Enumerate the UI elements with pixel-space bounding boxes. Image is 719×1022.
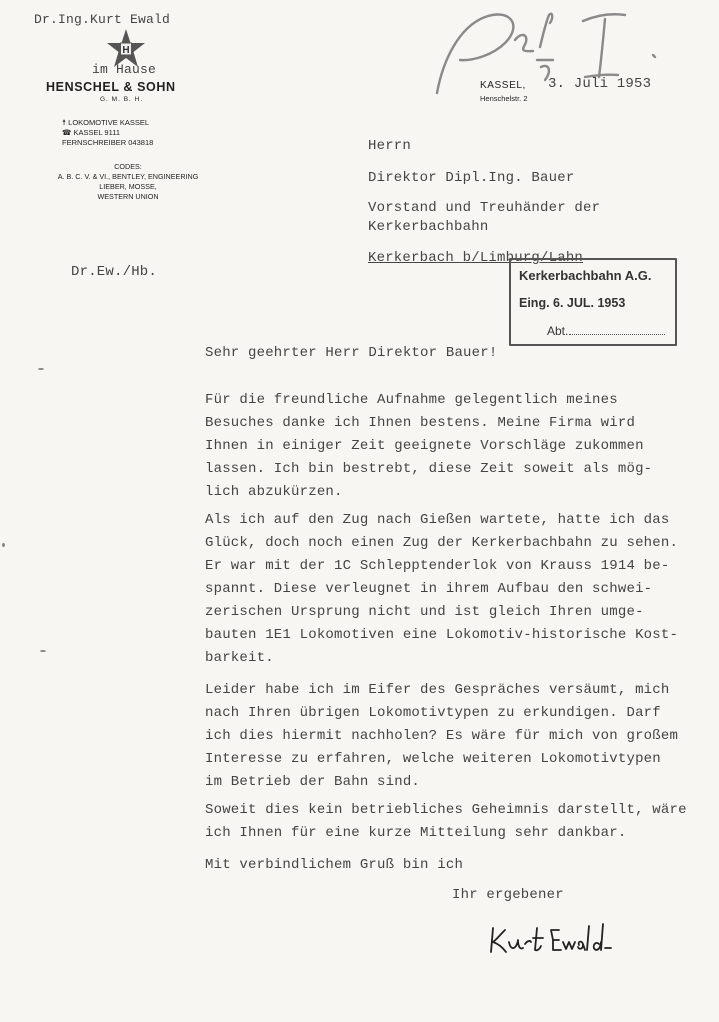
paragraph-line: lassen. Ich bin bestrebt, diese Zeit soweit als mög- (205, 461, 653, 477)
phone-icon: ☎ (62, 128, 74, 137)
im-hause-note: im Hause (92, 62, 157, 77)
recipient-name: Direktor Dipl.Ing. Bauer (368, 170, 575, 186)
paragraph-line: Ihnen in einiger Zeit geeignete Vorschläge zukommen (205, 438, 644, 454)
telex-line: FERNSCHREIBER 043818 (62, 138, 154, 147)
paragraph-line: zerischen Ursprung nicht und ist gleich Ihren umge- (205, 604, 644, 620)
stamp-dotted-line (569, 334, 665, 335)
paragraph-line: Leider habe ich im Eifer des Gespräches versäumt, mich (205, 682, 670, 698)
recipient-place: Kerkerbach b/Limburg/Lahn (368, 250, 584, 266)
paragraph-line: Als ich auf den Zug nach Gießen wartete, hatte ich das (205, 512, 670, 528)
paper-speck (2, 543, 5, 547)
letter-date: 3. Juli 1953 (548, 76, 652, 92)
paragraph-line: Besuches danke ich Ihnen bestens. Meine Firma wird (205, 415, 636, 431)
paper-speck (40, 650, 46, 652)
recipient-salutation: Herrn (368, 138, 412, 154)
telegraph-codes (48, 162, 208, 202)
paragraph-line: Er war mit der 1C Schlepptenderlok von Krauss 1914 be- (205, 558, 670, 574)
paragraph-line: Soweit dies kein betriebliches Geheimnis darstellt, wäre (205, 802, 687, 818)
company-legal-form: G. M. B. H. (100, 96, 144, 103)
sender-name: Dr.Ing.Kurt Ewald (34, 12, 171, 27)
logo-letter: H (122, 45, 130, 56)
codes-line: WESTERN UNION (97, 192, 159, 201)
telegram-line: ☨ LOKOMOTIVE KASSEL (62, 118, 150, 127)
handwritten-pencil-mark-icon (425, 5, 670, 100)
stamp-department: Abt. (547, 324, 569, 338)
stamp-date: Eing. 6. JUL. 1953 (519, 296, 626, 310)
paper-speck (38, 368, 44, 370)
telegram-icon: ☨ (62, 118, 69, 127)
phone-line: ☎ KASSEL 9111 (62, 128, 120, 137)
recipient-role-line: Kerkerbachbahn (368, 219, 489, 235)
paragraph-line: ich Ihnen für eine kurze Mitteilung sehr dankbar. (205, 825, 627, 841)
closing-phrase: Mit verbindlichem Gruß bin ich (205, 857, 464, 873)
codes-line: A. B. C. V. & VI., BENTLEY, ENGINEERING (57, 172, 199, 181)
paragraph-line: Interesse zu erfahren, welche weiteren Lokomotivtypen (205, 751, 661, 767)
paragraph-line: bauten 1E1 Lokomotiven eine Lokomotiv-historische Kost- (205, 627, 679, 643)
codes-line: LIEBER, MOSSE, (99, 182, 157, 191)
paragraph-line: spannt. Diese verleugnet in ihrem Aufbau den schwei- (205, 581, 653, 597)
paragraph-line: Glück, doch noch einen Zug der Kerkerbachbahn zu sehen. (205, 535, 679, 551)
reference-code: Dr.Ew./Hb. (71, 264, 158, 280)
stamp-title: Kerkerbachbahn A.G. (519, 268, 652, 283)
paragraph-line: Für die freundliche Aufnahme gelegentlich meines (205, 392, 618, 408)
street-address: Henschelstr. 2 (480, 94, 528, 103)
paragraph-line: im Betrieb der Bahn sind. (205, 774, 421, 790)
codes-label: CODES: (114, 162, 142, 171)
paragraph-line: nach Ihren übrigen Lokomotivtypen zu erkundigen. Darf (205, 705, 661, 721)
contact-block (62, 118, 192, 148)
recipient-role-line: Vorstand und Treuhänder der (368, 200, 601, 216)
received-stamp (509, 258, 677, 346)
paragraph-line: ich dies hiermit nachholen? Es wäre für mich von großem (205, 728, 679, 744)
greeting: Sehr geehrter Herr Direktor Bauer! (205, 345, 498, 361)
company-name: HENSCHEL & SOHN (46, 80, 176, 94)
closing-regards: Ihr ergebener (452, 887, 564, 903)
paragraph-line: barkeit. (205, 650, 274, 666)
handwritten-signature-icon (487, 918, 617, 958)
paragraph-line: lich abzukürzen. (205, 484, 343, 500)
place: KASSEL, (480, 80, 526, 91)
